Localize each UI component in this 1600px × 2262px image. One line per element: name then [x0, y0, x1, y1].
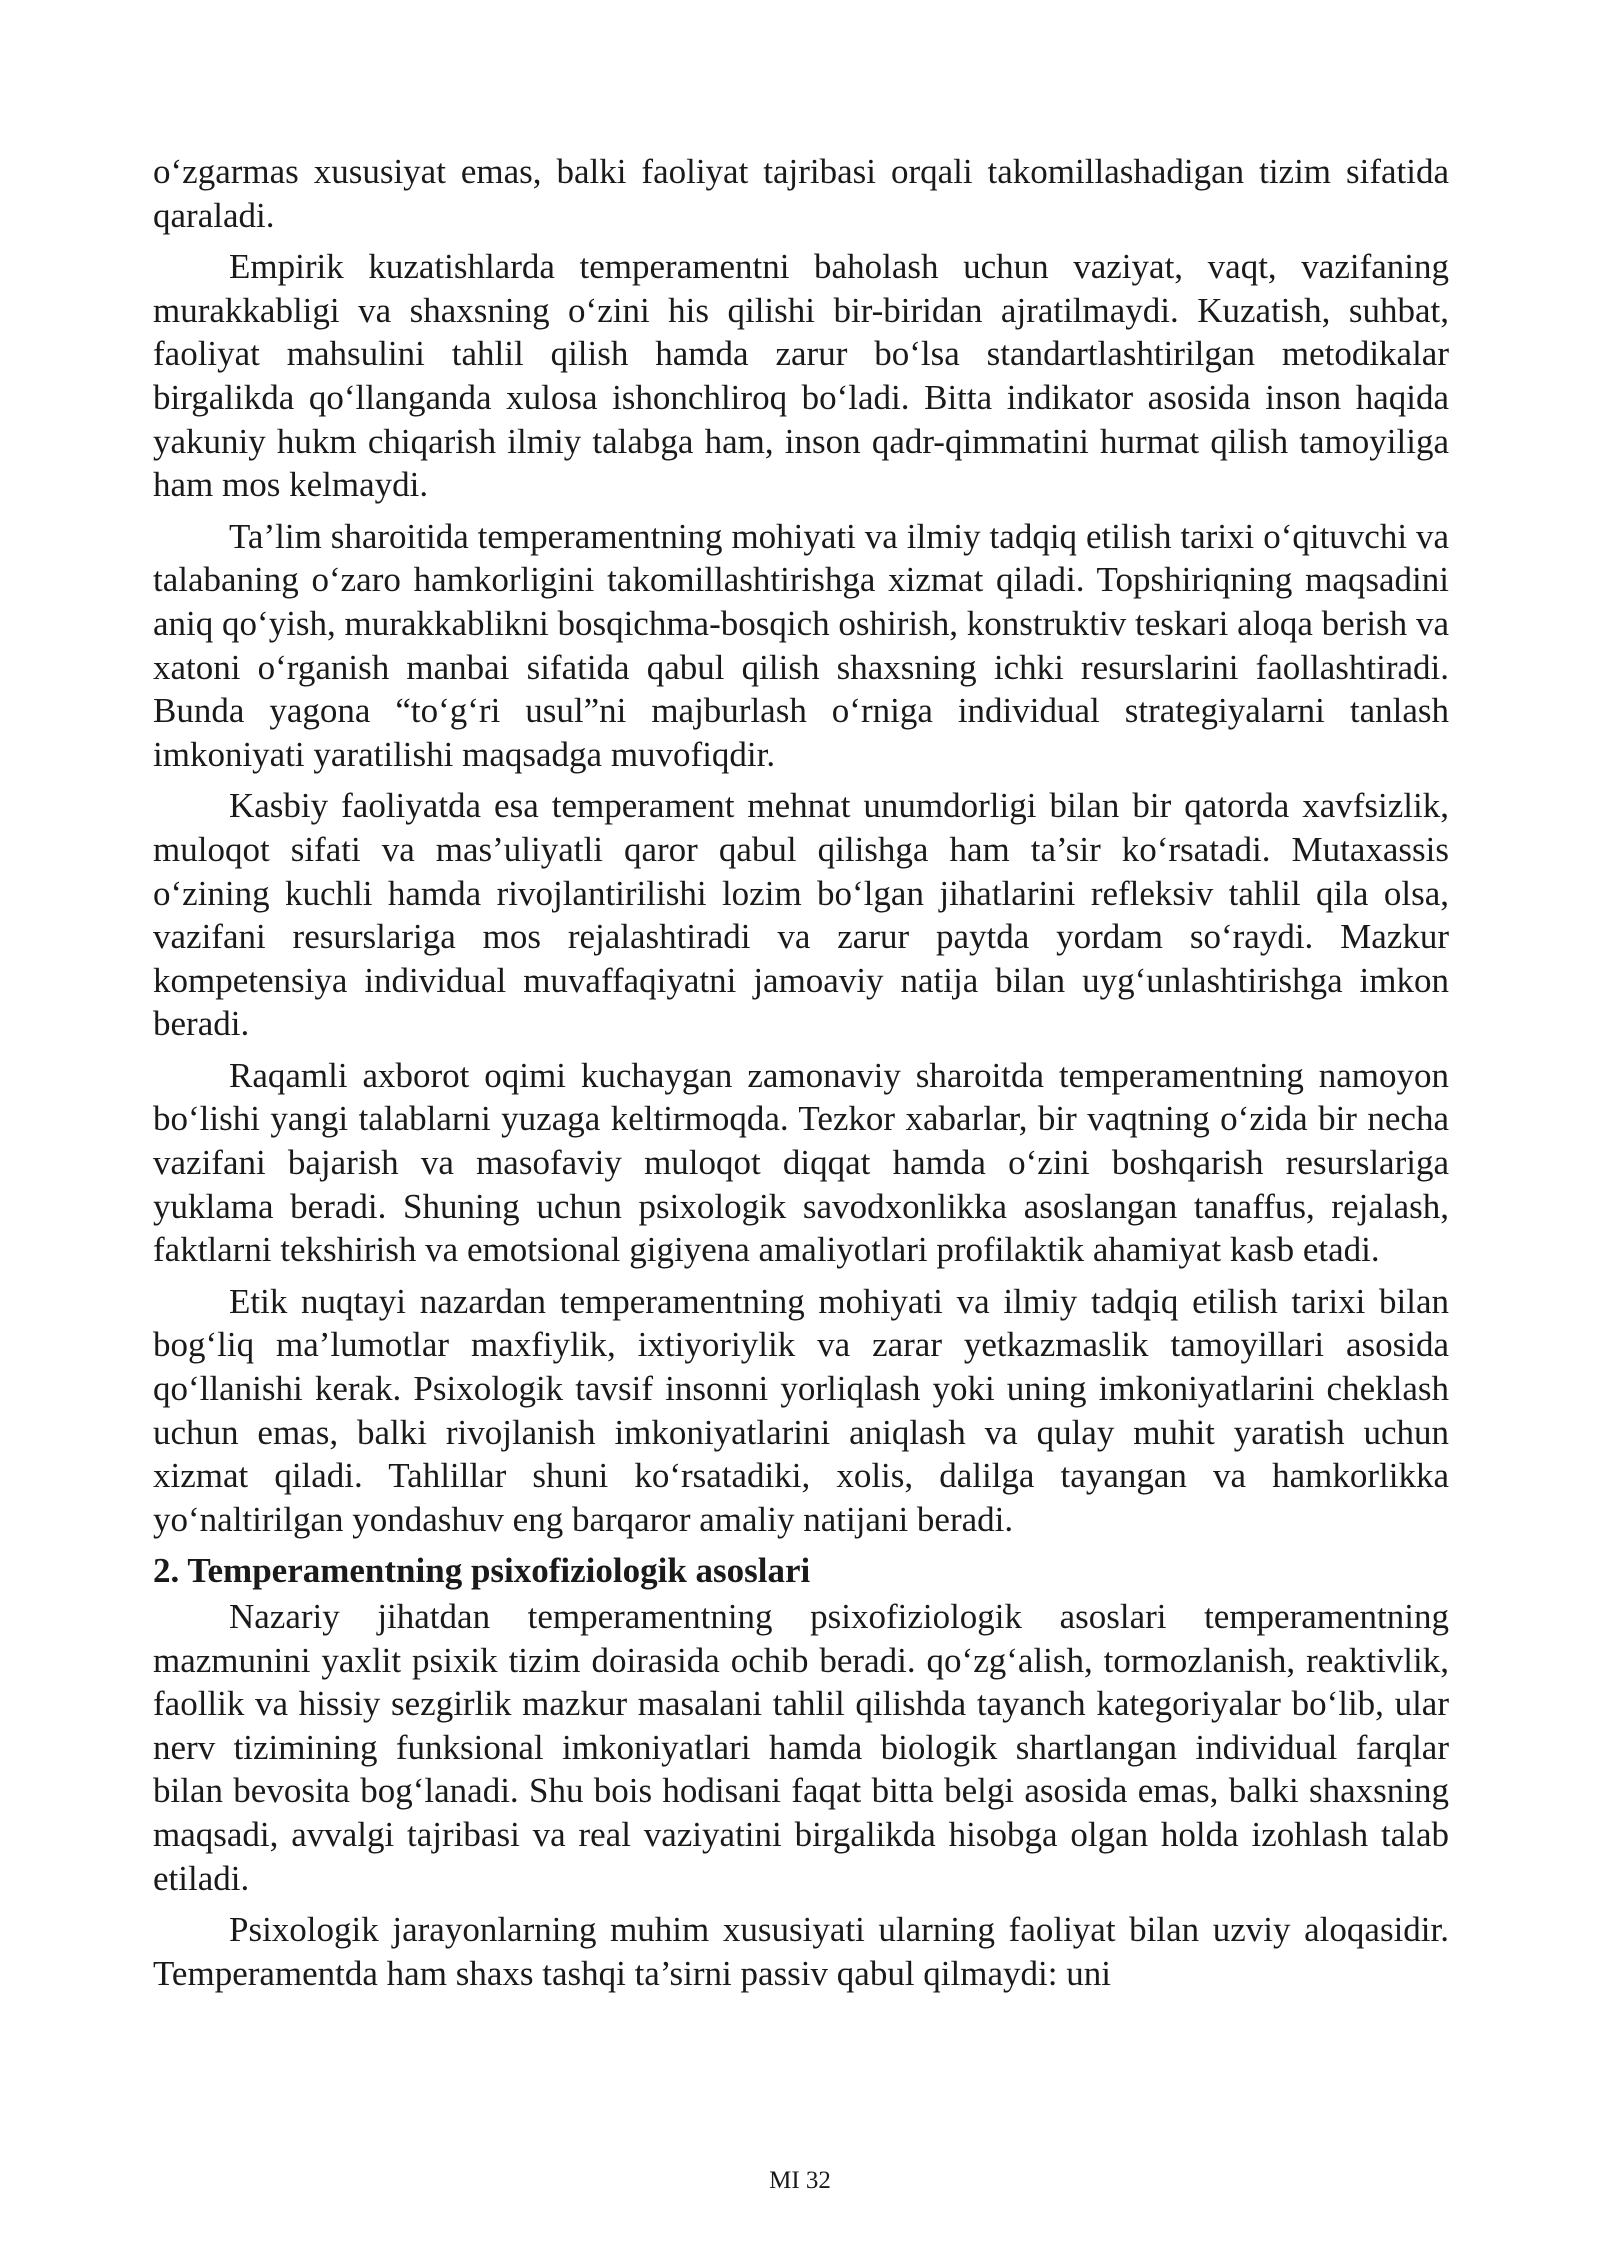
- paragraph-theoretical-basis: Nazariy jihatdan temperamentning psixofiziologik asoslari temperamentning mazmunini yaxlit psixik tizim doirasida ochib beradi. qo‘zg‘alish, tormozlanish, reaktivlik, faollik va hissiy sezgirlik mazkur masalani tahlil qilishda tayanch kategoriyalar bo‘lib, ular nerv tizimining funksional imkoniyatlari hamda biologik shartlangan individual farqlar bilan bevosita bog‘lanadi. Shu bois hodisani faqat bitta belgi asosida emas, balki shaxsning maqsadi, avvalgi tajribasi va real vaziyatini birgalikda hisobga olgan holda izohlash talab etiladi.: [153, 1597, 1449, 1898]
- paragraph-education-context: Ta’lim sharoitida temperamentning mohiyati va ilmiy tadqiq etilish tarixi o‘qituvchi va talabaning o‘zaro hamkorligini takomillashtirishga xizmat qiladi. Topshiriqning maqsadini aniq qo‘yish, murakkablikni bosqichma-bosqich oshirish, konstruktiv teskari aloqa berish va xatoni o‘rganish manbai sifatida qabul qilish shaxsning ichki resurslarini faollashtiradi. Bunda yagona “to‘g‘ri usul”ni majburlash o‘rniga individual strategiyalarni tanlash imkoniyati yaratilishi maqsadga muvofiqdir.: [153, 516, 1449, 774]
- paragraph-professional-activity: Kasbiy faoliyatda esa temperament mehnat unumdorligi bilan bir qatorda xavfsizlik, muloqot sifati va mas’uliyatli qaror qabul qilishga ham ta’sir ko‘rsatadi. Mutaxassis o‘zining kuchli hamda rivojlantirilishi lozim bo‘lgan jihatlarini refleksiv tahlil qila olsa, vazifani resurslariga mos rejalashtiradi va zarur paytda yordam so‘raydi. Mazkur kompetensiya individual muvaffaqiyatni jamoaviy natija bilan uyg‘unlashtirishga imkon beradi.: [153, 786, 1449, 1044]
- paragraph-continuation: o‘zgarmas xususiyat emas, balki faoliyat tajribasi orqali takomillashadigan tizim sifatida qaraladi.: [153, 152, 1449, 235]
- paragraph-digital-information: Raqamli axborot oqimi kuchaygan zamonaviy sharoitda temperamentning namoyon bo‘lishi yangi talablarni yuzaga keltirmoqda. Tezkor xabarlar, bir vaqtning o‘zida bir necha vazifani bajarish va masofaviy muloqot diqqat hamda o‘zini boshqarish resurslariga yuklama beradi. Shuning uchun psixologik savodxonlikka asoslangan tanaffus, rejalash, faktlarni tekshirish va emotsional gigiyena amaliyotlari profilaktik ahamiyat kasb etadi.: [153, 1055, 1449, 1270]
- paragraph-psychological-processes: Psixologik jarayonlarning muhim xususiyati ularning faoliyat bilan uzviy aloqasidir. Temperamentda ham shaxs tashqi ta’sirni passiv qabul qilmaydi: uni: [153, 1910, 1449, 1993]
- document-page: [153, 150, 1449, 2003]
- paragraph-empirical-observations: Empirik kuzatishlarda temperamentni baholash uchun vaziyat, vaqt, vazifaning murakkabligi va shaxsning o‘zini his qilishi bir-biridan ajratilmaydi. Kuzatish, suhbat, faoliyat mahsulini tahlil qilish hamda zarur bo‘lsa standartlashtirilgan metodikalar birgalikda qo‘llanganda xulosa ishonchliroq bo‘ladi. Bitta indikator asosida inson haqida yakuniy hukm chiqarish ilmiy talabga ham, inson qadr-qimmatini hurmat qilish tamoyiliga ham mos kelmaydi.: [153, 247, 1449, 505]
- paragraph-ethical-viewpoint: Etik nuqtayi nazardan temperamentning mohiyati va ilmiy tadqiq etilish tarixi bilan bog‘liq ma’lumotlar maxfiylik, ixtiyoriylik va zarar yetkazmaslik tamoyillari asosida qo‘llanishi kerak. Psixologik tavsif insonni yorliqlash yoki uning imkoniyatlarini cheklash uchun emas, balki rivojlanish imkoniyatlarini aniqlash va qulay muhit yaratish uchun xizmat qiladi. Tahlillar shuni ko‘rsatadiki, xolis, dalilga tayangan va hamkorlikka yo‘naltirilgan yondashuv eng barqaror amaliy natijani beradi.: [153, 1281, 1449, 1539]
- section-heading: 2. Temperamentning psixofiziologik asoslari: [153, 1551, 811, 1591]
- page-number: MI 32: [769, 2167, 831, 2194]
